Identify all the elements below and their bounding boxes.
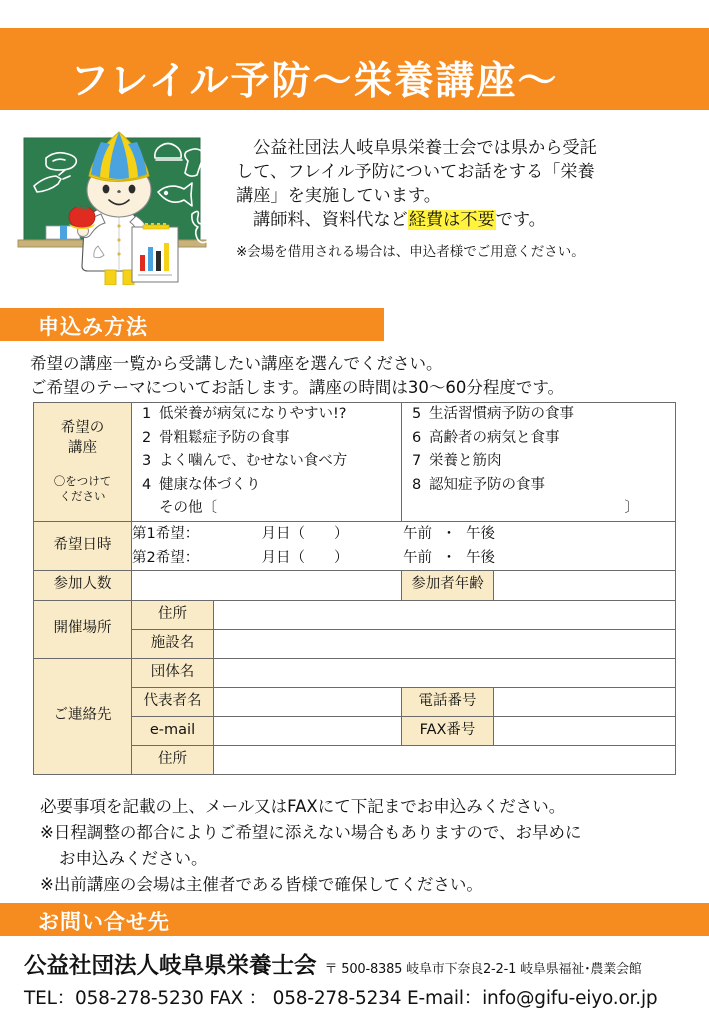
email-field[interactable]: [214, 716, 402, 745]
datetime-choice-1-am[interactable]: 午前: [403, 525, 432, 542]
datetime-choice-2-label: 第2希望：: [132, 549, 200, 566]
course-option-3[interactable]: [132, 450, 401, 474]
intro-line-3: 講座」を実施しています。: [236, 186, 441, 206]
mascot-chalkboard-illustration: [6, 130, 230, 285]
application-notes: [40, 794, 700, 898]
participant-count-label: 参加人数: [34, 570, 132, 600]
course-list-right[interactable]: [402, 403, 676, 522]
course-option-8-number: 8: [412, 476, 422, 493]
fee-suffix: です。: [495, 210, 546, 230]
email-label: e-mail: [132, 716, 214, 745]
application-form-table: [33, 402, 676, 775]
intro-note: ※会場を借用される場合は、申込者様でご用意ください。: [236, 244, 585, 260]
venue-facility-label: 施設名: [132, 629, 214, 658]
datetime-choice-1-day: 日（ ）: [276, 525, 349, 542]
course-option-2-number: 2: [142, 429, 152, 446]
intro-fee-line: [236, 208, 706, 232]
course-option-7-label: 栄養と筋肉: [429, 453, 502, 469]
course-option-7-number: 7: [412, 453, 422, 469]
course-option-8-label: 認知症予防の食事: [429, 476, 545, 493]
course-option-1-number: 1: [142, 406, 152, 422]
course-option-3-number: 3: [142, 453, 152, 469]
fee-highlight: 経費は不要: [408, 210, 495, 230]
apply-lead-line-2: ご希望のテーマについてお話します。講座の時間は30～60分程度です。: [30, 378, 565, 397]
course-option-4[interactable]: [132, 474, 401, 498]
venue-address-field[interactable]: [214, 600, 676, 629]
course-list-left[interactable]: [132, 403, 402, 522]
course-option-5-label: 生活習慣病予防の食事: [429, 406, 574, 422]
footer-org-line: [24, 948, 704, 980]
datetime-choice-1-separator: ・: [441, 525, 457, 542]
datetime-choice-1-pm[interactable]: 午後: [466, 525, 495, 542]
venue-address-label: 住所: [132, 600, 214, 629]
footer-contact-block: [24, 948, 704, 1010]
datetime-choice-2-am[interactable]: 午前: [403, 549, 432, 566]
datetime-choice-2-month: 月: [261, 549, 276, 566]
note-line-2: ※日程調整の都合によりご希望に添えない場合もありますので、お早めに: [40, 823, 582, 842]
fax-label: FAX番号: [402, 716, 494, 745]
note-line-1: 必要事項を記載の上、メール又はFAXにて下記までお申込みください。: [40, 797, 566, 816]
section-header-apply: [0, 308, 384, 341]
venue-facility-field[interactable]: [214, 629, 676, 658]
footer-address: 〒 500-8385 岐阜市下奈良2-2-1 岐阜県福祉･農業会館: [324, 962, 642, 977]
group-name-label: 団体名: [132, 658, 214, 687]
representative-field[interactable]: [214, 687, 402, 716]
section-header-contact-label: お問い合せ先: [38, 910, 170, 934]
page-title: フレイル予防～栄養講座～: [70, 59, 559, 104]
table-row-group-name: [34, 658, 676, 687]
participant-age-field[interactable]: [494, 570, 676, 600]
datetime-choice-2-day: 日（ ）: [276, 549, 349, 566]
course-option-5-number: 5: [412, 406, 422, 422]
course-option-1-label: 低栄養が病気になりやすい!?: [159, 406, 347, 422]
participant-age-label: 参加者年齢: [402, 570, 494, 600]
course-other-open-bracket[interactable]: その他〔: [159, 500, 217, 516]
course-label-line2: 講座: [68, 439, 97, 456]
course-option-2-label: 骨粗鬆症予防の食事: [159, 429, 290, 446]
fax-field[interactable]: [494, 716, 676, 745]
course-option-3-label: よく噛んで、むせない食べ方: [159, 453, 348, 469]
footer-org-name: 公益社団法人岐阜県栄養士会: [24, 953, 317, 979]
datetime-choice-2-separator: ・: [441, 549, 457, 566]
datetime-fields[interactable]: [132, 521, 676, 570]
datetime-choice-1-month: 月: [261, 525, 276, 542]
course-sub-note-line2: ください: [59, 489, 106, 504]
course-option-6[interactable]: [402, 427, 675, 451]
section-header-contact: [0, 903, 709, 936]
intro-line-1: 公益社団法人岐阜県栄養士会では県から受託: [253, 138, 597, 158]
course-option-4-label: 健康な体づくり: [159, 476, 261, 493]
datetime-choice-1-label: 第1希望：: [132, 525, 200, 542]
table-row-venue-address: [34, 600, 676, 629]
contact-address-field[interactable]: [214, 745, 676, 774]
apply-lead-text: [30, 352, 690, 400]
datetime-choice-2[interactable]: [132, 546, 675, 570]
course-option-4-number: 4: [142, 476, 152, 493]
telephone-label: 電話番号: [402, 687, 494, 716]
intro-line-2: して、フレイル予防についてお話をする「栄養: [236, 162, 595, 182]
course-option-5[interactable]: [402, 403, 675, 427]
datetime-choice-2-pm[interactable]: 午後: [466, 549, 495, 566]
representative-label: 代表者名: [132, 687, 214, 716]
group-name-field[interactable]: [214, 658, 676, 687]
course-other-close-bracket: 〕: [624, 500, 639, 516]
table-row-course: [34, 403, 676, 522]
course-option-6-label: 高齢者の病気と食事: [429, 429, 560, 446]
table-row-datetime: [34, 521, 676, 570]
section-header-apply-label: 申込み方法: [38, 315, 148, 339]
title-banner: [0, 28, 709, 110]
participant-count-field[interactable]: [132, 570, 402, 600]
course-option-8[interactable]: [402, 474, 675, 498]
course-option-6-number: 6: [412, 429, 422, 446]
fee-prefix: 講師料、資料代など: [253, 210, 408, 230]
contact-address-label: 住所: [132, 745, 214, 774]
note-line-3: お申込みください。: [59, 849, 208, 868]
course-sub-note-line1: 〇をつけて: [53, 474, 112, 489]
apply-lead-line-1: 希望の講座一覧から受講したい講座を選んでください。: [30, 354, 443, 373]
datetime-label: 希望日時: [34, 521, 132, 570]
footer-tel-fax-email: TEL：058-278-5230 FAX ： 058-278-5234 E-mail：info@gifu-eiyo.or.jp: [24, 988, 658, 1009]
datetime-choice-1[interactable]: [132, 522, 675, 546]
intro-paragraph: [236, 136, 706, 232]
note-line-4: ※出前講座の会場は主催者である皆様で確保してください。: [40, 875, 483, 894]
course-label-line1: 希望の: [60, 420, 105, 437]
course-label-cell: [34, 403, 132, 522]
course-option-7[interactable]: [402, 450, 675, 474]
contact-label: ご連絡先: [34, 658, 132, 774]
course-option-2[interactable]: [132, 427, 401, 451]
table-row-participants: [34, 570, 676, 600]
venue-label: 開催場所: [34, 600, 132, 658]
telephone-field[interactable]: [494, 687, 676, 716]
course-option-1[interactable]: [132, 403, 401, 427]
